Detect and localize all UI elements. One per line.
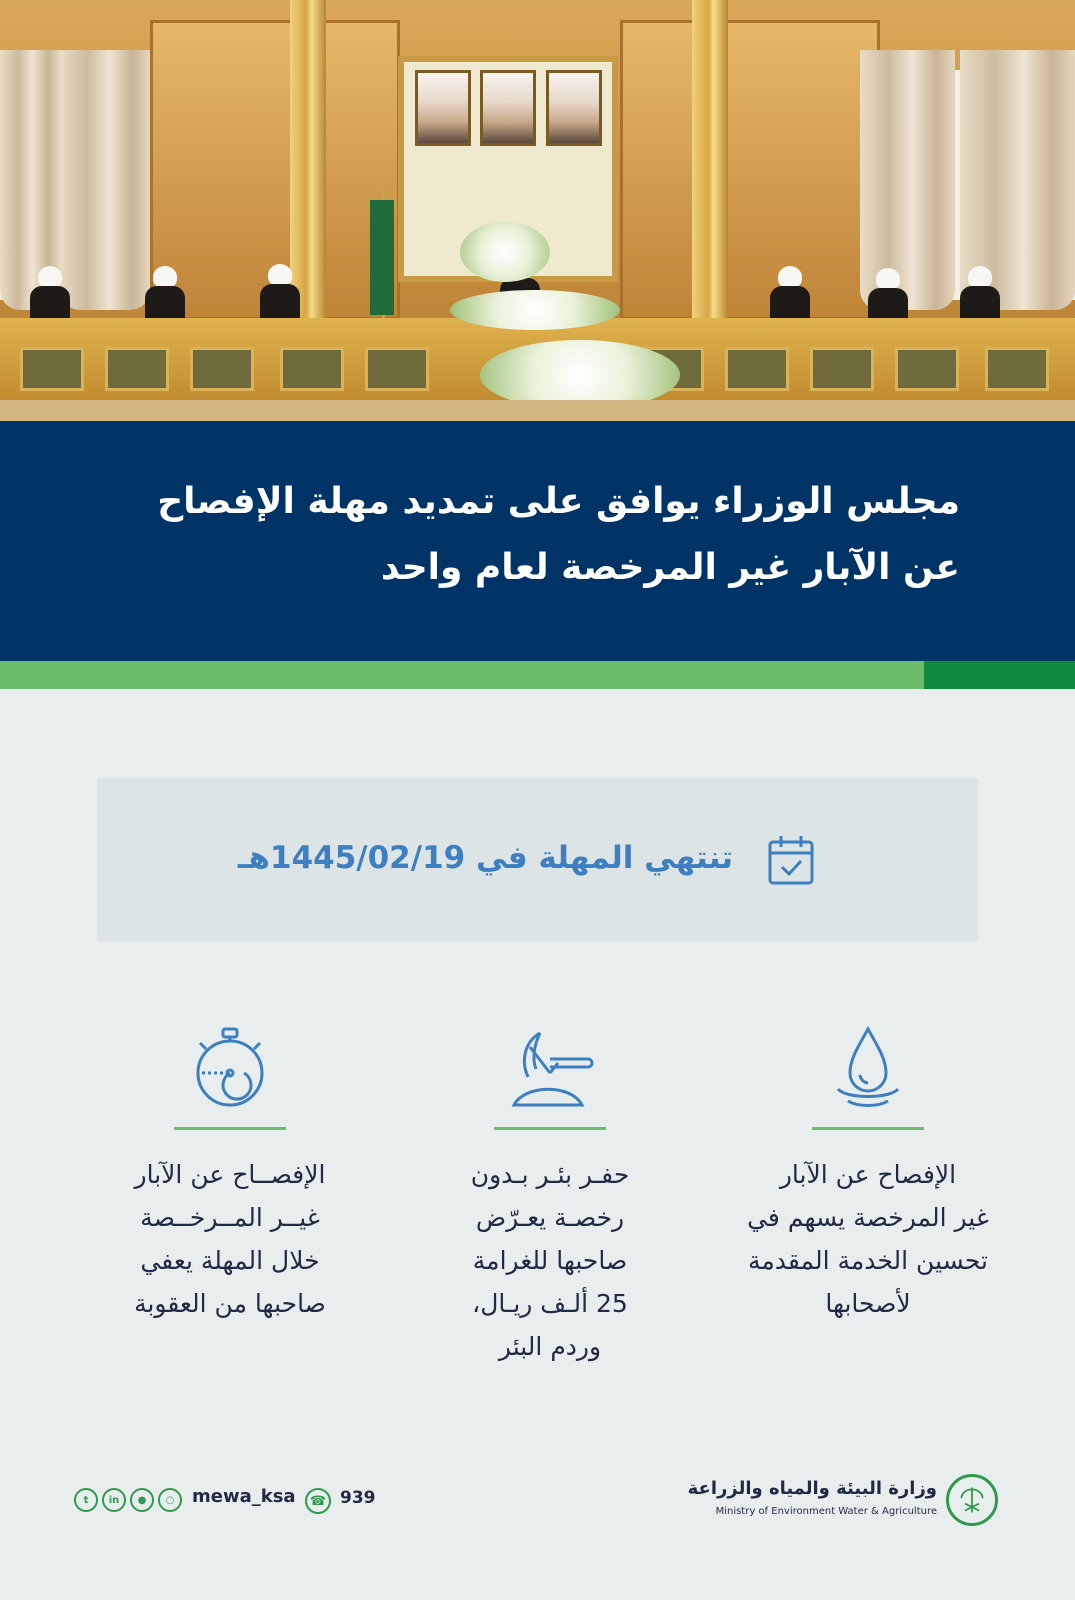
pickaxe-well-icon (500, 1025, 600, 1111)
deadline-text: تنتهي المهلة في 1445/02/19هـ (237, 840, 733, 876)
headline (140, 469, 960, 601)
calendar-check-icon (767, 834, 815, 886)
title-band (0, 421, 1075, 661)
snapchat-icon[interactable]: ● (130, 1488, 154, 1512)
phone-icon: ☎ (305, 1488, 331, 1514)
accent-stripe (0, 661, 1075, 689)
stopwatch-icon (180, 1025, 280, 1111)
ministry-name-arabic: وزارة البيئة والمياه والزراعة (687, 1478, 937, 1499)
social-links (74, 1488, 182, 1512)
linkedin-icon[interactable]: in (102, 1488, 126, 1512)
twitter-icon[interactable]: t (74, 1488, 98, 1512)
water-drop-icon (818, 1025, 918, 1111)
instagram-icon[interactable]: ○ (158, 1488, 182, 1512)
feature-text: الإفصاح عن الآبار غير المرخصة يسهم في تحسين الخدمة المقدمة لأصحابها (747, 1160, 989, 1318)
hero-photo (0, 0, 1075, 421)
feature-text: الإفصــاح عن الآبار غيــر المــرخــصة خلال المهلة يعفي صاحبها من العقوبة (134, 1160, 326, 1318)
headline-line-2: عن الآبار غير المرخصة لعام واحد (380, 547, 960, 588)
ministry-logo-icon (946, 1474, 998, 1526)
feature-text: حفـر بئـر بـدون رخصـة يعـرّض صاحبها للغرامة 25 ألـف ريـال، وردم البئر (470, 1160, 630, 1361)
ministry-name-english: Ministry of Environment Water & Agriculture (715, 1506, 937, 1517)
social-handle: mewa_ksa (192, 1486, 296, 1507)
phone-number: 939 (340, 1488, 376, 1508)
footer (0, 1470, 1075, 1530)
headline-line-1: مجلس الوزراء يوافق على تمديد مهلة الإفصاح (157, 481, 960, 522)
deadline-box (97, 778, 978, 941)
